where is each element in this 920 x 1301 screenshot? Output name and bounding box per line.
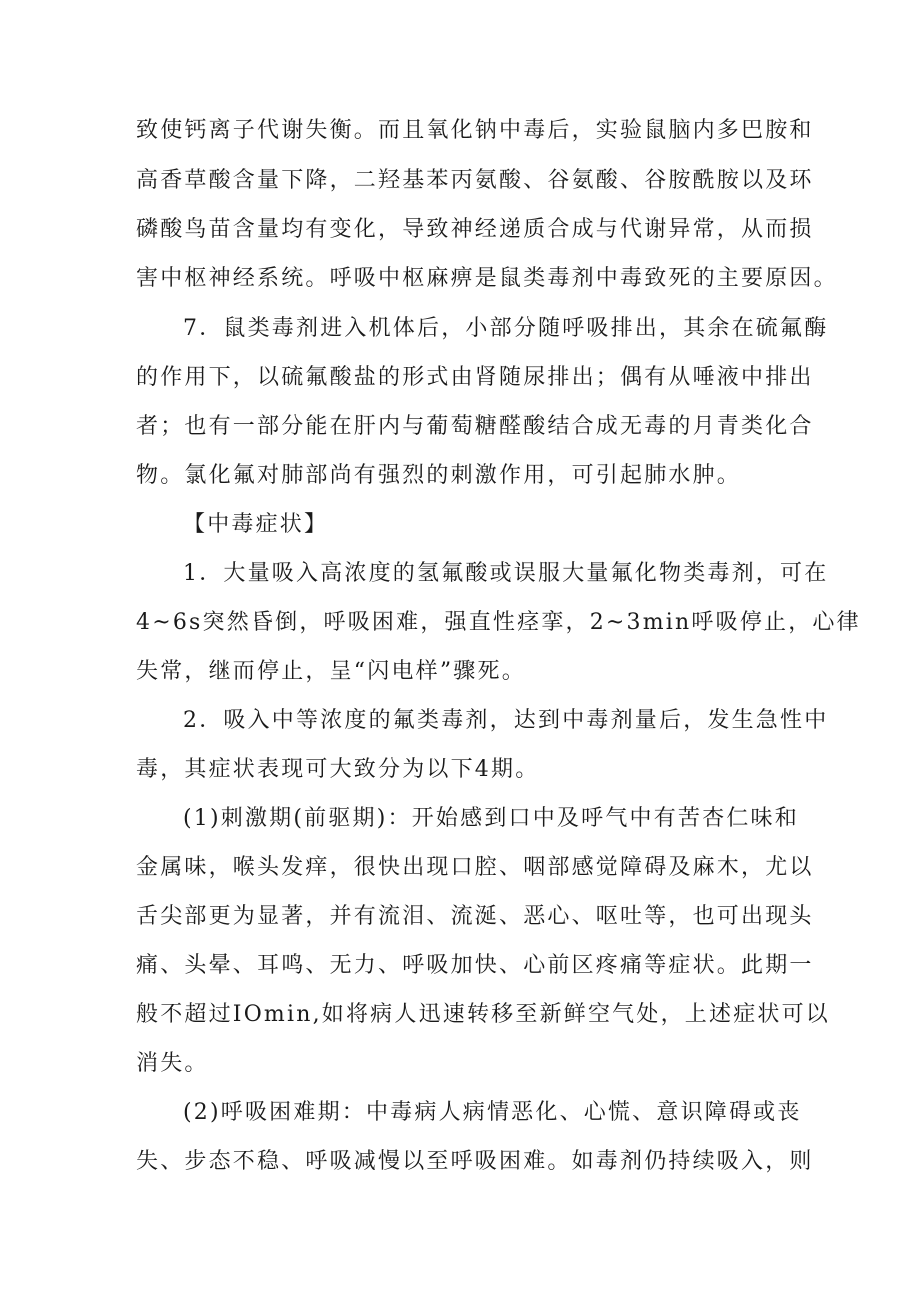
text-line: 的作用下，以硫氟酸盐的形式由肾随尿排出；偶有从唾液中排出 (136, 365, 814, 390)
text-line: 舌尖部更为显著，并有流泪、流涎、恶心、呕吐等，也可出现头 (136, 904, 814, 929)
text-line: 者；也有一部分能在肝内与葡萄糖醛酸结合成无毒的月青类化合 (136, 414, 814, 439)
text-line: (1)刺激期(前驱期)：开始感到口中及呼气中有苦杏仁味和 (183, 806, 799, 831)
text-line: 般不超过IOmin,如将病人迅速转移至新鲜空气处，上述症状可以 (136, 1002, 830, 1027)
text-line: 7．鼠类毒剂进入机体后，小部分随呼吸排出，其余在硫氟酶 (183, 316, 829, 341)
text-line: 高香草酸含量下降，二羟基苯丙氨酸、谷氨酸、谷胺酰胺以及环 (136, 168, 814, 193)
text-line: (2)呼吸困难期：中毒病人病情恶化、心慌、意识障碍或丧 (183, 1100, 802, 1125)
text-line: 消失。 (136, 1051, 209, 1076)
text-line: 毒，其症状表现可大致分为以下4期。 (136, 757, 540, 782)
text-line: 痛、头晕、耳鸣、无力、呼吸加快、心前区疼痛等症状。此期一 (136, 953, 814, 978)
text-line: 4~6s突然昏倒，呼吸困难，强直性痉挛，2~3min呼吸停止，心律 (136, 610, 861, 635)
text-line: 物。氯化氟对肺部尚有强烈的刺激作用，可引起肺水肿。 (136, 463, 742, 488)
section-heading: 【中毒症状】 (183, 512, 329, 537)
text-line: 害中枢神经系统。呼吸中枢麻痹是鼠类毒剂中毒致死的主要原因。 (136, 266, 838, 291)
text-line: 2．吸入中等浓度的氟类毒剂，达到中毒剂量后，发生急性中 (183, 708, 829, 733)
text-line: 1．大量吸入高浓度的氢氟酸或误服大量氟化物类毒剂，可在 (183, 561, 829, 586)
text-line: 失常，继而停止，呈“闪电样”骤死。 (136, 659, 526, 684)
text-line: 磷酸鸟苗含量均有变化，导致神经递质合成与代谢异常，从而损 (136, 217, 814, 242)
text-line: 失、步态不稳、呼吸减慢以至呼吸困难。如毒剂仍持续吸入，则 (136, 1149, 814, 1174)
text-line: 金属味，喉头发痒，很快出现口腔、咽部感觉障碍及麻木，尤以 (136, 855, 814, 880)
text-line: 致使钙离子代谢失衡。而且氧化钠中毒后，实验鼠脑内多巴胺和 (136, 118, 814, 143)
